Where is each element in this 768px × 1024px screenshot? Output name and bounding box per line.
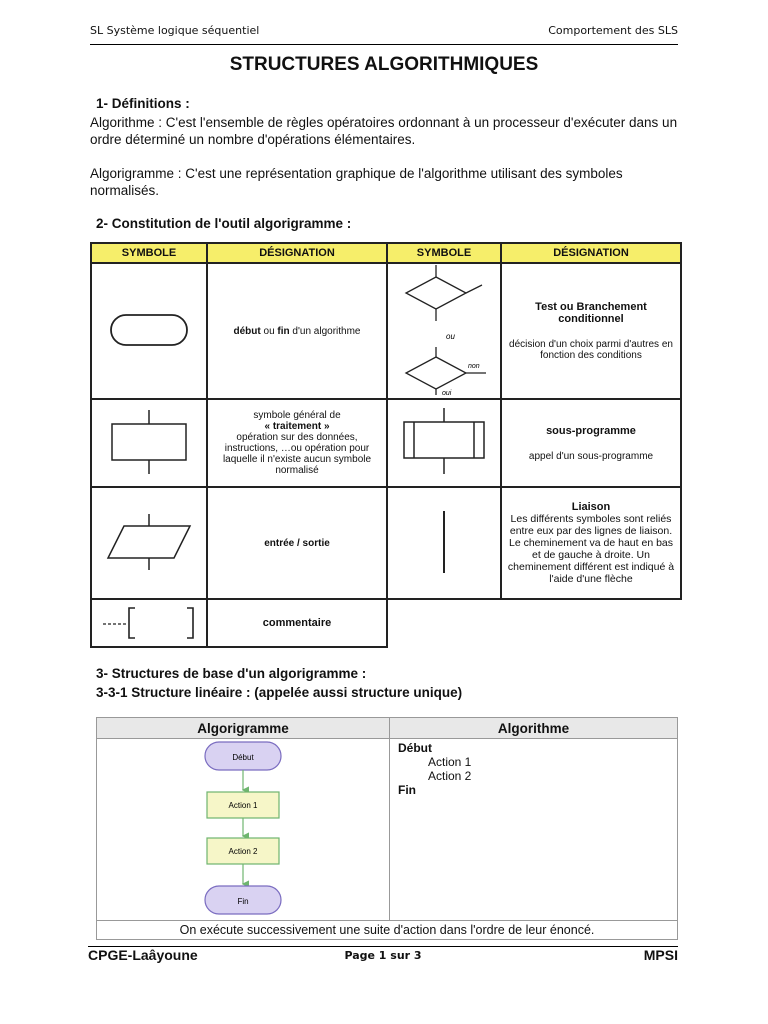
linear-note: On exécute successivement une suite d'action dans l'ordre de leur énoncé.: [97, 921, 678, 940]
symbol-comment-cell: [91, 599, 207, 647]
ou-label: ou: [446, 331, 455, 341]
section-definitions-heading: 1- Définitions :: [96, 96, 190, 111]
non-label: non: [468, 362, 480, 370]
section-structures-heading: 3- Structures de base d'un algorigramme :: [96, 666, 367, 681]
process-line-2: « traitement »: [264, 421, 330, 432]
algo-fin: Fin: [398, 783, 416, 797]
symbol-link-cell: [387, 487, 501, 599]
page-footer: [88, 946, 678, 967]
end-label: Fin: [237, 897, 249, 906]
process-line-1: symbole général de: [253, 410, 341, 421]
symbol-io-cell: [91, 487, 207, 599]
io-symbol-icon: [104, 512, 194, 572]
footer-left: CPGE-Laâyoune: [88, 947, 198, 963]
oui-label: oui: [442, 389, 452, 395]
symbols-table: [90, 242, 682, 648]
link-description: Les différents symboles sont reliés entre eux par des lignes de liaison. Le cheminement va de haut en bas et de gauche à droite. Un cheminement différent est indiqué à l'aide d'une flèche: [507, 513, 675, 585]
terminal-symbol-icon: [109, 313, 189, 347]
linear-structure-table: [96, 717, 678, 940]
subprogram-description: appel d'un sous-programme: [528, 450, 654, 462]
action1-label: Action 1: [228, 801, 258, 810]
linear-flowchart: [183, 740, 303, 916]
symbol-subprogram-cell: [387, 399, 501, 487]
section-linear-heading: 3-3-1 Structure linéaire : (appelée aussi structure unique): [96, 685, 463, 700]
test-title: Test ou Branchement conditionnel: [535, 301, 647, 325]
header-left: SL Système logique séquentiel: [90, 24, 260, 37]
subprogram-designation: [501, 399, 681, 487]
footer-page-number: Page 1 sur 3: [344, 949, 422, 962]
col-symbole-2: SYMBOLE: [387, 243, 501, 263]
link-symbol-icon: [434, 507, 454, 577]
test-description: décision d'un choix parmi d'autres en fonction des conditions: [509, 339, 673, 361]
col-designation-2: DÉSIGNATION: [501, 243, 681, 263]
subprogram-title: sous-programme: [546, 424, 636, 437]
algo-debut: Début: [398, 741, 432, 755]
process-symbol-icon: [104, 402, 194, 482]
test-designation: [501, 263, 681, 399]
symbol-terminal-cell: [91, 263, 207, 399]
subprogram-symbol-icon: [394, 402, 494, 482]
symbol-test-cell: [387, 263, 501, 399]
header-right: Comportement des SLS: [548, 24, 678, 37]
page-title: STRUCTURES ALGORITHMIQUES: [229, 54, 539, 75]
comment-designation: commentaire: [207, 599, 387, 647]
symbol-process-cell: [91, 399, 207, 487]
col-designation-1: DÉSIGNATION: [207, 243, 387, 263]
empty-cell: [387, 599, 681, 647]
col-algorigramme: Algorigramme: [97, 718, 390, 739]
algorithm-cell: [390, 739, 678, 921]
action2-label: Action 2: [228, 847, 258, 856]
process-line-3: opération sur des données, instructions, …ou opération pour laquelle il n'existe aucun symbole normalisé: [222, 432, 372, 476]
test-symbol-icon: [394, 265, 494, 395]
terminal-designation: début ou fin d'un algorithme: [207, 263, 387, 399]
io-designation: entrée / sortie: [207, 487, 387, 599]
col-symbole-1: SYMBOLE: [91, 243, 207, 263]
process-designation: [207, 399, 387, 487]
definition-algorithme: [90, 114, 690, 148]
definition-algorithme-text: Algorithme : C'est l'ensemble de règles opératoires ordonnant à un processeur d'exécuter dans un ordre déterminé un nombre d'opérations élémentaires.: [90, 115, 678, 147]
start-label: Début: [232, 753, 254, 762]
link-title: Liaison: [571, 501, 611, 513]
flowchart-cell: [97, 739, 390, 921]
comment-symbol-icon: [101, 602, 197, 642]
algo-action2: Action 2: [428, 769, 472, 783]
definition-algorigramme: [90, 165, 690, 199]
definition-algorigramme-text: Algorigramme : C'est une représentation graphique de l'algorithme utilisant des symboles normalisés.: [90, 166, 623, 198]
algo-action1: Action 1: [428, 755, 472, 769]
page-header: [90, 24, 678, 45]
footer-right: MPSI: [643, 947, 678, 963]
link-designation: [501, 487, 681, 599]
section-constitution-heading: 2- Constitution de l'outil algorigramme :: [96, 216, 352, 231]
col-algorithme: Algorithme: [390, 718, 678, 739]
